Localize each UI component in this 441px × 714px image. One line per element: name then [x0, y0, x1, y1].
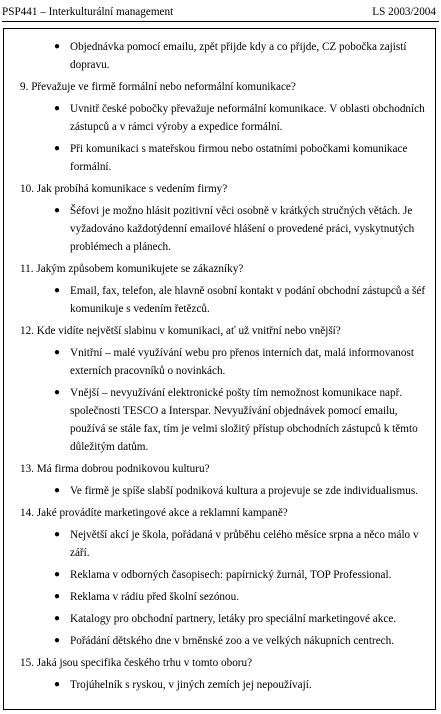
question-number: 10. [20, 183, 34, 195]
header-course-title: PSP441 – Interkulturální management [2, 6, 174, 18]
question-text: Jak probíhá komunikace s vedením firmy? [36, 183, 228, 195]
list-item [4, 610, 432, 628]
question-text: Jaké provádíte marketingové akce a reklamní kampaně? [36, 507, 288, 519]
bullet-text: Email, fax, telefon, ale hlavně osobní kontakt v podání obchodní zástupců a šéf komunikuje s vedením řetězců. [70, 285, 426, 315]
question-block [4, 654, 432, 694]
list-item [4, 202, 432, 256]
bullet-icon: ● [54, 591, 61, 602]
question-block [4, 78, 432, 176]
question-text: Jaká jsou specifika českého trhu v tomto oboru? [36, 657, 253, 669]
bullet-icon: ● [54, 529, 61, 540]
question-number: 15. [20, 657, 34, 669]
bullet-text: Reklama v rádiu před školní sezónou. [70, 591, 240, 603]
bullet-icon: ● [54, 285, 61, 296]
list-item [4, 140, 432, 176]
question-text: Kde vidíte největší slabinu v komunikaci, ať už vnitřní nebo vnější? [36, 325, 341, 337]
header-semester: LS 2003/2004 [372, 6, 436, 18]
question-heading [4, 260, 432, 278]
question-heading [4, 504, 432, 522]
bullet-icon: ● [54, 485, 61, 496]
bullet-icon: ● [54, 635, 61, 646]
question-heading [4, 78, 432, 96]
question-number: 12. [20, 325, 34, 337]
question-number: 13. [20, 463, 34, 475]
list-item [4, 588, 432, 606]
bullet-icon: ● [54, 103, 61, 114]
bullet-text: Největší akcí je škola, pořádaná v průběhu celého měsíce srpna a něco málo v září. [70, 529, 419, 559]
list-item [4, 676, 432, 694]
list-item [4, 100, 432, 136]
bullet-text: Šéfovi je možno hlásit pozitivní věci osobně v krátkých stručných větách. Je vyžadováno každotýdenní emailové hlášení o provedené práci, vyskytnutých problémech a plánech. [70, 205, 415, 253]
bullet-text: Při komunikaci s mateřskou firmou nebo ostatními pobočkami komunikace formální. [70, 143, 408, 173]
list-item [4, 38, 432, 74]
question-heading [4, 460, 432, 478]
bullet-text: Objednávka pomocí emailu, zpět přijde kdy a co přijde, CZ pobočka zajistí dopravu. [70, 41, 407, 71]
list-item [4, 526, 432, 562]
bullet-icon: ● [54, 569, 61, 580]
bullet-text: Reklama v odborných časopisech: papírnický žurnál, TOP Professional. [70, 569, 392, 581]
bullet-text: Katalogy pro obchodní partnery, letáky pro speciální marketingové akce. [70, 613, 397, 625]
question-block [4, 180, 432, 256]
question-number: 14. [20, 507, 34, 519]
bullet-icon: ● [54, 679, 61, 690]
question-number: 11. [20, 263, 34, 275]
bullet-text: Pořádání dětského dne v brněnské zoo a ve velkých nákupních centrech. [70, 635, 395, 647]
list-item [4, 384, 432, 456]
question-text: Jakým způsobem komunikujete se zákazníky? [36, 263, 244, 275]
bullet-text: Vnitřní – malé využívání webu pro přenos interních dat, malá informovanost externích pracovníků o novinkách. [70, 347, 414, 377]
list-item [4, 282, 432, 318]
question-heading [4, 654, 432, 672]
question-block [4, 260, 432, 318]
list-item [4, 482, 432, 500]
bullet-icon: ● [54, 613, 61, 624]
question-block [4, 504, 432, 650]
bullet-text: Ve firmě je spíše slabší podniková kultura a projevuje se zde individualismus. [70, 485, 418, 497]
question-block [4, 460, 432, 500]
bullet-text: Uvnitř české pobočky převažuje neformální komunikace. V oblasti obchodních zástupců a v rámci výroby a expedice formální. [70, 103, 425, 133]
bullet-icon: ● [54, 387, 61, 398]
question-text: Převažuje ve firmě formální nebo neformální komunikace? [31, 81, 296, 93]
bullet-icon: ● [54, 41, 61, 52]
bullet-icon: ● [54, 205, 61, 216]
bullet-icon: ● [54, 143, 61, 154]
question-number: 9. [20, 81, 29, 93]
list-item [4, 344, 432, 380]
header-divider [2, 21, 439, 22]
document-body [4, 34, 432, 698]
page-header [2, 4, 439, 20]
question-heading [4, 322, 432, 340]
bullet-icon: ● [54, 347, 61, 358]
question-text: Má firma dobrou podnikovou kulturu? [36, 463, 210, 475]
bullet-text: Trojúhelník s ryskou, v jiných zemích jej nepoužívají. [70, 679, 312, 691]
list-item [4, 632, 432, 650]
question-heading [4, 180, 432, 198]
bullet-text: Vnější – nevyužívání elektronické pošty tím nemožnost komunikace např. společnosti TESCO a Interspar. Nevyužívání objednávek pomocí emailu, používá se stále fax, tím je velmi složitý přístup obchodních zástupců k těmto důležitým datům. [70, 387, 418, 453]
question-list [4, 78, 432, 694]
list-item [4, 566, 432, 584]
question-block [4, 322, 432, 456]
